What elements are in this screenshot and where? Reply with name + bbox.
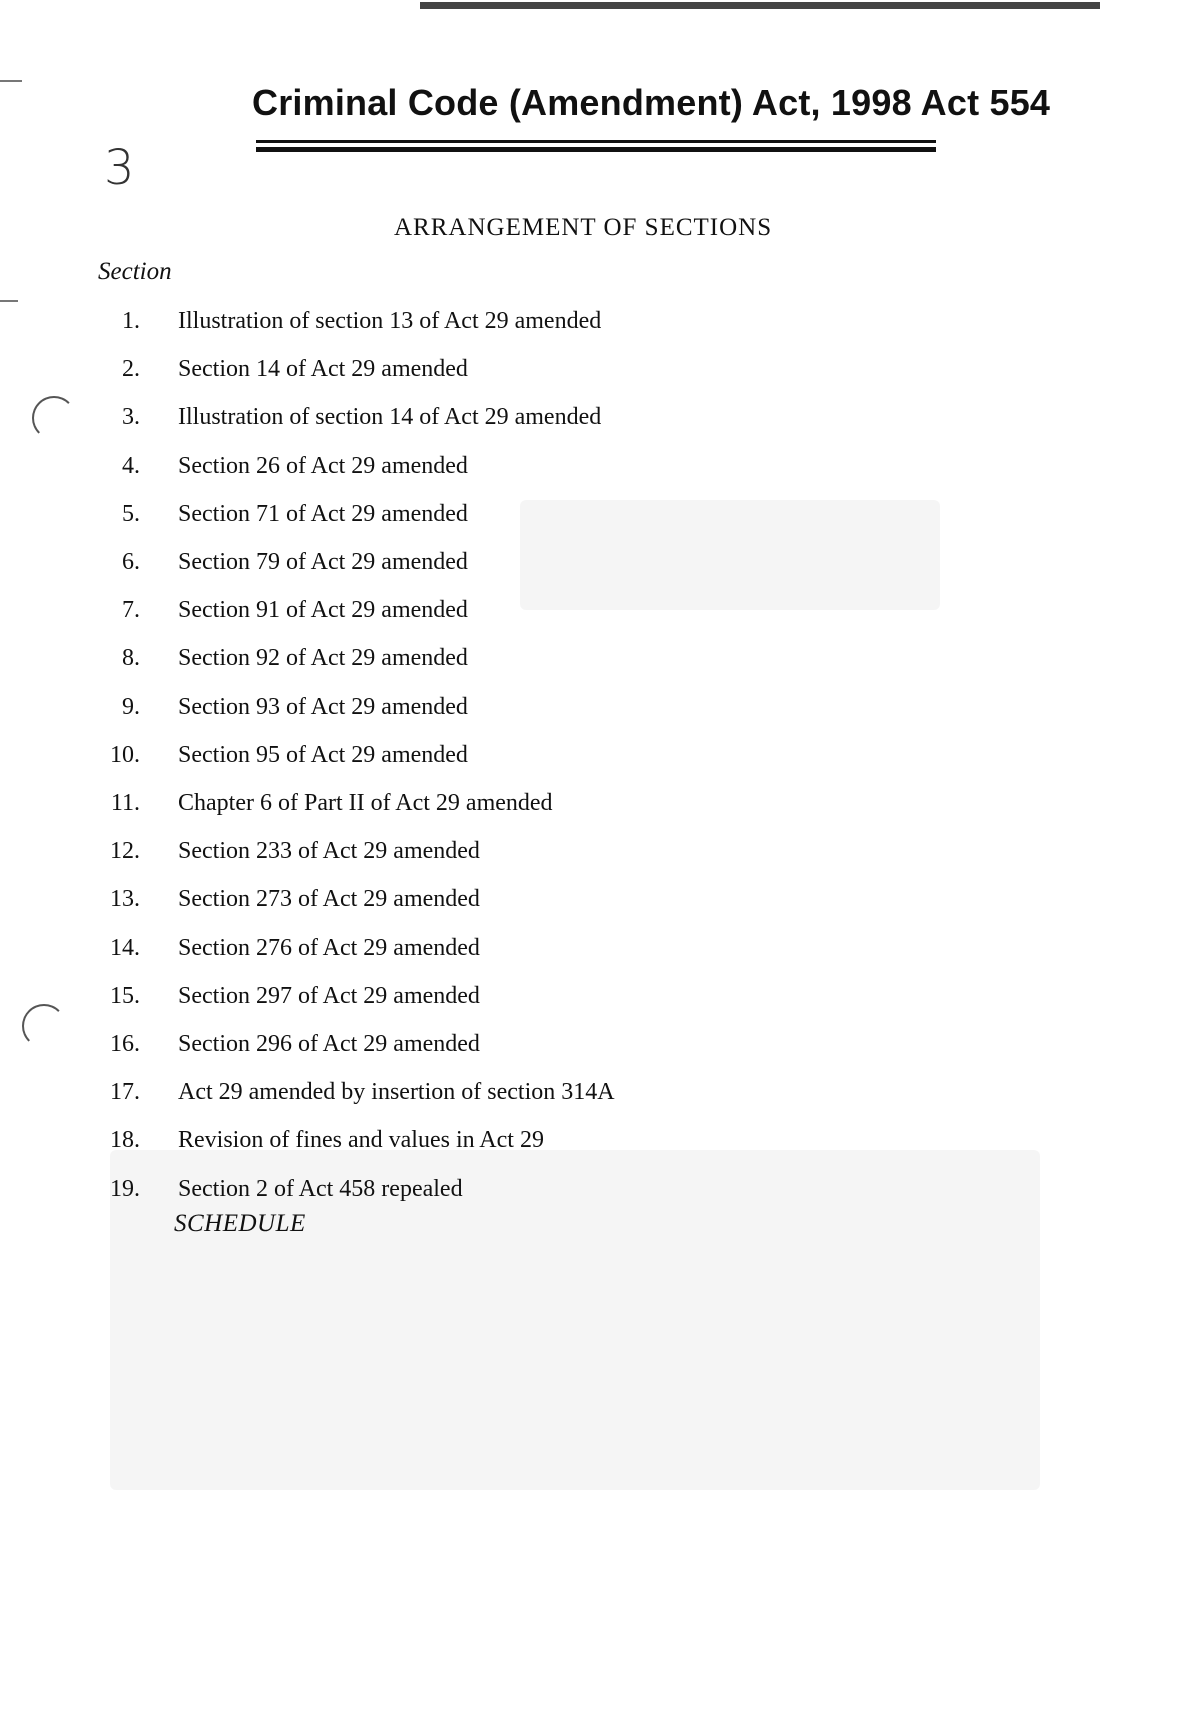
section-number: 8.: [122, 645, 140, 672]
schedule-label: SCHEDULE: [174, 1210, 306, 1237]
section-title: Section 14 of Act 29 amended: [178, 356, 468, 383]
section-number: 2.: [122, 356, 140, 383]
section-number: 11.: [110, 790, 140, 816]
margin-mark: [0, 80, 22, 82]
section-column-label: Section: [98, 258, 172, 285]
list-item: [0, 1031, 900, 1065]
list-item: [0, 1127, 900, 1161]
section-title: Section 91 of Act 29 amended: [178, 597, 468, 624]
section-number: 15.: [110, 982, 140, 1009]
section-title: Revision of fines and values in Act 29: [178, 1127, 544, 1154]
section-title: Section 95 of Act 29 amended: [178, 741, 468, 768]
list-item: [0, 838, 900, 872]
section-number: 18.: [110, 1127, 140, 1154]
list-item: [0, 597, 900, 631]
section-number: 4.: [122, 452, 140, 479]
section-title: Section 233 of Act 29 amended: [178, 838, 480, 865]
section-title: Section 93 of Act 29 amended: [178, 693, 468, 720]
list-item: [0, 645, 900, 679]
section-title: Section 26 of Act 29 amended: [178, 452, 468, 479]
section-title: Section 276 of Act 29 amended: [178, 934, 480, 961]
section-title: Chapter 6 of Part II of Act 29 amended: [178, 790, 553, 816]
list-item: [0, 356, 900, 390]
list-item: [0, 1176, 900, 1210]
section-title: Section 297 of Act 29 amended: [178, 982, 480, 1009]
list-item: [0, 694, 900, 728]
section-number: 14.: [110, 934, 140, 961]
section-number: 3.: [122, 404, 140, 431]
section-title: Illustration of section 14 of Act 29 amended: [178, 404, 602, 431]
section-number: 12.: [110, 838, 140, 865]
section-title: Section 92 of Act 29 amended: [178, 645, 468, 672]
section-title: Section 71 of Act 29 amended: [178, 500, 468, 527]
list-item: [0, 935, 900, 969]
section-title: Section 296 of Act 29 amended: [178, 1031, 480, 1057]
section-number: 1.: [122, 308, 140, 334]
list-item: [0, 404, 900, 438]
section-number: 13.: [110, 886, 140, 913]
section-title: Section 79 of Act 29 amended: [178, 549, 468, 575]
section-title: Act 29 amended by insertion of section 314A: [178, 1079, 615, 1106]
section-title: Illustration of section 13 of Act 29 amended: [178, 308, 602, 334]
margin-mark: [0, 300, 18, 302]
list-item: [0, 549, 900, 583]
list-item: [0, 742, 900, 776]
arrangement-heading: ARRANGEMENT OF SECTIONS: [394, 214, 773, 241]
list-item: [0, 1079, 900, 1113]
list-item: [0, 886, 900, 920]
list-item: [0, 453, 900, 487]
section-number: 10.: [110, 741, 140, 768]
handwritten-page-number: 3: [104, 140, 135, 196]
title-rule: [256, 140, 936, 143]
section-number: 17.: [110, 1079, 140, 1106]
section-number: 5.: [122, 500, 140, 527]
list-item: [0, 983, 900, 1017]
act-title: Criminal Code (Amendment) Act, 1998 Act 554: [252, 82, 1051, 123]
section-number: 7.: [122, 597, 140, 624]
section-title: Section 273 of Act 29 amended: [178, 886, 480, 913]
section-number: 6.: [122, 549, 140, 575]
list-item: [0, 308, 900, 342]
list-item: [0, 501, 900, 535]
section-number: 9.: [122, 693, 140, 720]
section-title: Section 2 of Act 458 repealed: [178, 1175, 463, 1202]
scan-top-edge: [420, 2, 1100, 9]
section-number: 19.: [110, 1175, 140, 1202]
list-item: [0, 790, 900, 824]
title-rule-thick: [256, 147, 936, 152]
section-number: 16.: [110, 1031, 140, 1057]
